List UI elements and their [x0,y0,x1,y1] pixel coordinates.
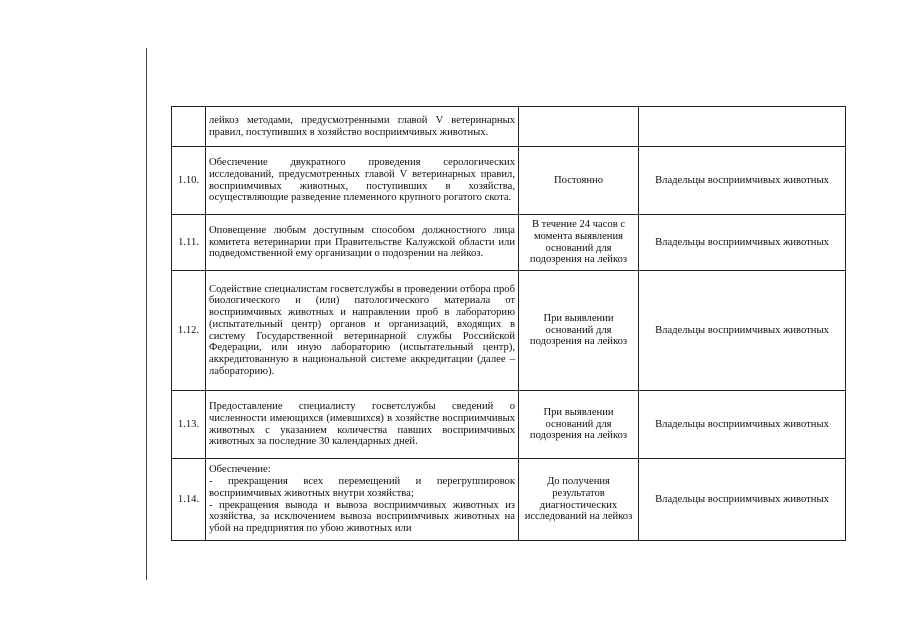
row-description: Содействие специалистам госветслужбы в проведении отбора проб биологического и (или) патологического материала от восприимчивых животных и направлении проб в лабораторию (испытательный центр) органов и организаций, входящих в систему Государственной ветеринарной службы Российской Федерации, или иную лабораторию (испытательный центр), аккредитованную в национальной системе аккредитации (далее – лабораторию). [206,271,519,391]
table-row [172,271,846,391]
table-row [172,459,846,541]
row-term: При выявлении оснований для подозрения на лейкоз [519,271,639,391]
row-number: 1.10. [172,147,206,215]
row-number [172,107,206,147]
row-term: Постоянно [519,147,639,215]
table-row [172,391,846,459]
row-description: Обеспечение: - прекращения всех перемещений и перегруппировок восприимчивых животных внутри хозяйства; - прекращения вывода и вывоза восприимчивых животных из хозяйства, за исключением вывоза восприимчивых животных на убой на предприятия по убою животных или [206,459,519,541]
measures-table [171,106,846,541]
row-responsible: Владельцы восприимчивых животных [639,271,846,391]
page-margin-line [146,48,147,580]
row-responsible: Владельцы восприимчивых животных [639,459,846,541]
row-term: При выявлении оснований для подозрения на лейкоз [519,391,639,459]
row-number: 1.14. [172,459,206,541]
row-responsible: Владельцы восприимчивых животных [639,215,846,271]
row-term: В течение 24 часов с момента выявления оснований для подозрения на лейкоз [519,215,639,271]
row-description: Обеспечение двукратного проведения серологических исследований, предусмотренных главой V ветеринарных правил, восприимчивых животных, поступивших в хозяйства, осуществляющие разведение племенного крупного рогатого скота. [206,147,519,215]
row-description: Предоставление специалисту госветслужбы сведений о численности имеющихся (имевшихся) в хозяйстве восприимчивых животных с указанием количества павших восприимчивых животных за последние 30 календарных дней. [206,391,519,459]
table-row [172,107,846,147]
row-responsible: Владельцы восприимчивых животных [639,391,846,459]
row-responsible: Владельцы восприимчивых животных [639,147,846,215]
table-row [172,147,846,215]
row-term [519,107,639,147]
row-number: 1.12. [172,271,206,391]
row-description: Оповещение любым доступным способом должностного лица комитета ветеринарии при Правительстве Калужской области или подведомственной ему организации о подозрении на лейкоз. [206,215,519,271]
table-row [172,215,846,271]
row-responsible [639,107,846,147]
row-number: 1.13. [172,391,206,459]
row-term: До получения результатов диагностических исследований на лейкоз [519,459,639,541]
row-number: 1.11. [172,215,206,271]
row-description: лейкоз методами, предусмотренными главой V ветеринарных правил, поступивших в хозяйство восприимчивых животных. [206,107,519,147]
